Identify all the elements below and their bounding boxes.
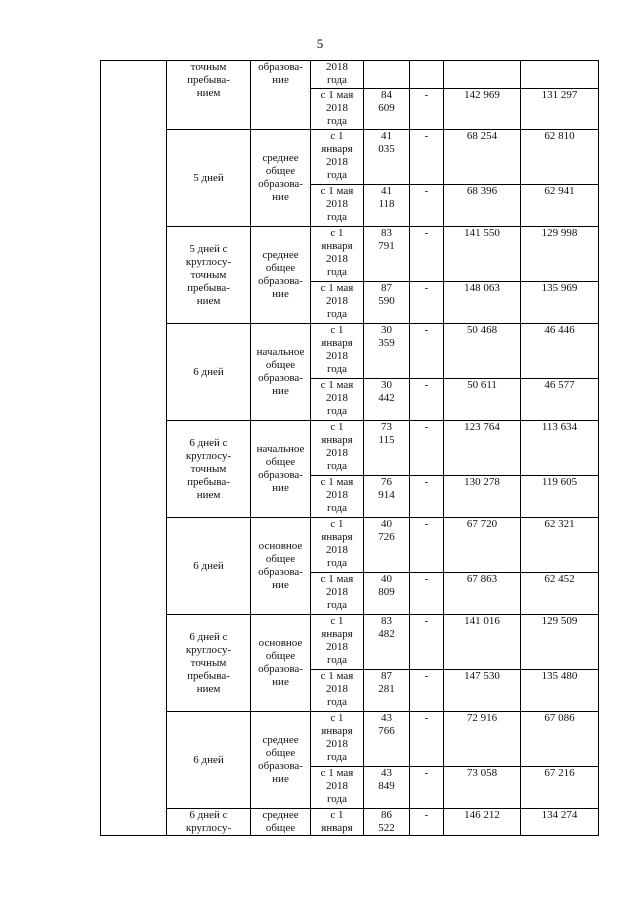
education-cell [251, 61, 311, 130]
count-cell [364, 615, 410, 670]
blank-left-column [101, 61, 167, 836]
count-text: 41 118 [378, 185, 395, 210]
date-cell [311, 324, 364, 379]
count-text: 73 115 [378, 421, 395, 446]
date-text: с 1 января 2018 года [321, 518, 353, 569]
date-cell [311, 476, 364, 518]
value-2-text: 62 810 [544, 130, 575, 142]
value-2-text: 67 216 [544, 767, 575, 779]
days-cell [167, 421, 251, 518]
date-text: с 1 мая 2018 года [320, 573, 354, 611]
dash-cell [410, 282, 444, 324]
dash-cell [410, 379, 444, 421]
value-2-text: 113 634 [541, 421, 578, 433]
table-row [101, 615, 599, 670]
value-1-text: 68 254 [466, 130, 498, 142]
value-1-text: 146 212 [464, 809, 500, 821]
dash-cell [410, 573, 444, 615]
value-2-text: 46 577 [544, 379, 575, 391]
value-2-cell [521, 712, 599, 767]
education-text: среднее общее образова- ние [258, 734, 303, 785]
education-cell [251, 324, 311, 421]
table-row [101, 324, 599, 379]
education-cell [251, 227, 311, 324]
value-1-cell [444, 573, 521, 615]
value-2-cell [521, 670, 599, 712]
dash-cell [410, 227, 444, 282]
value-2-cell [521, 185, 599, 227]
dash-cell [410, 324, 444, 379]
date-cell [311, 615, 364, 670]
value-2-text: 119 605 [541, 476, 578, 488]
value-1-cell [444, 379, 521, 421]
dash-text: - [424, 670, 429, 682]
dash-cell [410, 767, 444, 809]
value-1-text: 141 016 [464, 615, 500, 627]
dash-text: - [424, 185, 429, 197]
dash-text: - [424, 89, 429, 101]
date-cell [311, 421, 364, 476]
education-cell [251, 421, 311, 518]
value-1-text: 67 863 [466, 573, 498, 585]
table-row [101, 712, 599, 767]
value-1-cell [444, 130, 521, 185]
date-text: с 1 мая 2018 года [320, 767, 354, 805]
days-text: 5 дней с круглосу- точным пребыва- нием [185, 242, 232, 307]
dash-text: - [424, 767, 429, 779]
dash-text: - [424, 712, 429, 724]
value-2-text: 62 941 [544, 185, 575, 197]
value-2-text: 131 297 [541, 89, 578, 101]
count-text: 40 809 [378, 573, 395, 598]
value-2-text: 67 086 [544, 712, 575, 724]
value-2-cell [521, 61, 599, 89]
dash-text: - [424, 324, 429, 336]
table-row [101, 809, 599, 836]
date-text: с 1 мая 2018 года [320, 476, 354, 514]
dash-cell [410, 670, 444, 712]
days-text: 6 дней с круглосу- точным пребыва- нием [185, 436, 232, 501]
days-cell [167, 518, 251, 615]
value-2-cell [521, 518, 599, 573]
date-cell [311, 518, 364, 573]
dash-cell [410, 185, 444, 227]
education-cell [251, 518, 311, 615]
date-text: 2018 года [326, 61, 348, 86]
count-text: 83 791 [378, 227, 395, 252]
value-1-cell [444, 324, 521, 379]
days-text: 6 дней [193, 559, 224, 572]
value-2-cell [521, 767, 599, 809]
count-cell [364, 185, 410, 227]
value-1-cell [444, 227, 521, 282]
count-cell [364, 282, 410, 324]
days-text: 6 дней с круглосу- точным пребыва- нием [185, 630, 232, 695]
value-2-text: 129 509 [541, 615, 578, 627]
value-2-text: 129 998 [541, 227, 578, 239]
value-1-text: 123 764 [464, 421, 500, 433]
date-cell [311, 809, 364, 836]
days-text: 6 дней с круглосу- [185, 809, 232, 834]
count-text: 40 726 [378, 518, 395, 543]
dash-cell [410, 421, 444, 476]
count-text: 43 849 [378, 767, 395, 792]
value-1-cell [444, 61, 521, 89]
dash-text: - [424, 809, 429, 821]
value-2-cell [521, 573, 599, 615]
date-text: с 1 мая 2018 года [320, 185, 354, 223]
value-2-text: 62 321 [544, 518, 575, 530]
count-text: 43 766 [378, 712, 395, 737]
days-cell [167, 227, 251, 324]
date-text: с 1 мая 2018 года [320, 89, 354, 127]
days-cell [167, 712, 251, 809]
value-1-cell [444, 615, 521, 670]
value-1-text: 67 720 [466, 518, 498, 530]
value-1-cell [444, 476, 521, 518]
count-cell [364, 61, 410, 89]
count-text: 41 035 [378, 130, 395, 155]
days-text: 5 дней [193, 171, 224, 184]
education-text: основное общее образова- ние [258, 540, 303, 591]
count-cell [364, 767, 410, 809]
value-2-cell [521, 89, 599, 130]
days-cell [167, 809, 251, 836]
table-row [101, 421, 599, 476]
dash-cell [410, 615, 444, 670]
education-text: основное общее образова- ние [258, 637, 303, 688]
table-row [101, 227, 599, 282]
education-text: среднее общее [262, 809, 299, 834]
days-cell [167, 324, 251, 421]
date-cell [311, 573, 364, 615]
value-2-text: 135 969 [541, 282, 578, 294]
date-cell [311, 767, 364, 809]
date-cell [311, 379, 364, 421]
dash-cell [410, 476, 444, 518]
value-1-cell [444, 809, 521, 836]
date-text: с 1 мая 2018 года [320, 282, 354, 320]
count-text: 86 522 [378, 809, 395, 834]
date-text: с 1 января 2018 года [321, 130, 353, 181]
dash-cell [410, 61, 444, 89]
value-1-text: 141 550 [464, 227, 500, 239]
page-number: 5 [316, 36, 324, 51]
table-row [101, 61, 599, 89]
count-cell [364, 573, 410, 615]
education-cell [251, 712, 311, 809]
dash-text: - [424, 476, 429, 488]
value-1-text: 50 468 [466, 324, 498, 336]
value-1-text: 68 396 [466, 185, 498, 197]
dash-cell [410, 130, 444, 185]
days-text: точным пребыва- нием [187, 61, 230, 99]
value-2-cell [521, 476, 599, 518]
count-cell [364, 712, 410, 767]
dash-text: - [424, 227, 429, 239]
dash-text: - [424, 615, 429, 627]
days-cell [167, 61, 251, 130]
value-1-cell [444, 421, 521, 476]
count-cell [364, 379, 410, 421]
date-text: с 1 января 2018 года [321, 324, 353, 375]
dash-text: - [424, 421, 429, 433]
value-1-cell [444, 712, 521, 767]
table-body [101, 61, 599, 836]
value-1-text: 73 058 [466, 767, 498, 779]
education-cell [251, 615, 311, 712]
dash-cell [410, 712, 444, 767]
value-2-cell [521, 615, 599, 670]
value-1-text: 50 611 [467, 379, 497, 391]
count-text: 87 590 [378, 282, 395, 307]
dash-text: - [424, 379, 429, 391]
value-1-cell [444, 282, 521, 324]
value-1-cell [444, 518, 521, 573]
value-2-text: 46 446 [544, 324, 575, 336]
date-text: с 1 мая 2018 года [320, 670, 354, 708]
value-2-text: 62 452 [544, 573, 575, 585]
count-cell [364, 670, 410, 712]
dash-cell [410, 809, 444, 836]
count-text: 87 281 [378, 670, 395, 695]
date-cell [311, 282, 364, 324]
date-text: с 1 января [321, 809, 353, 834]
count-text: 84 609 [378, 89, 395, 114]
education-text: начальное общее образова- ние [256, 346, 305, 397]
education-cell [251, 130, 311, 227]
value-1-text: 147 530 [464, 670, 500, 682]
table-row [101, 518, 599, 573]
dash-text: - [424, 518, 429, 530]
days-text: 6 дней [193, 365, 224, 378]
value-1-text: 130 278 [464, 476, 500, 488]
count-text: 76 914 [378, 476, 395, 501]
value-2-cell [521, 227, 599, 282]
date-text: с 1 января 2018 года [321, 712, 353, 763]
value-1-cell [444, 767, 521, 809]
count-cell [364, 421, 410, 476]
dash-text: - [424, 573, 429, 585]
education-text: среднее общее образова- ние [258, 249, 303, 300]
value-1-text: 72 916 [466, 712, 498, 724]
value-2-text: 135 480 [541, 670, 578, 682]
count-text: 30 359 [378, 324, 395, 349]
days-cell [167, 615, 251, 712]
date-text: с 1 января 2018 года [321, 615, 353, 666]
value-2-cell [521, 130, 599, 185]
value-2-cell [521, 809, 599, 836]
value-1-text: 148 063 [464, 282, 500, 294]
date-cell [311, 227, 364, 282]
count-cell [364, 89, 410, 130]
value-2-text: 134 274 [541, 809, 578, 821]
count-text: 83 482 [378, 615, 395, 640]
tariff-table [100, 60, 599, 836]
count-cell [364, 324, 410, 379]
value-1-cell [444, 185, 521, 227]
education-text: начальное общее образова- ние [256, 443, 305, 494]
value-2-cell [521, 379, 599, 421]
value-2-cell [521, 324, 599, 379]
count-cell [364, 227, 410, 282]
table-row [101, 130, 599, 185]
date-cell [311, 185, 364, 227]
dash-text: - [424, 282, 429, 294]
value-2-cell [521, 421, 599, 476]
value-1-cell [444, 670, 521, 712]
education-text: среднее общее образова- ние [258, 152, 303, 203]
days-text: 6 дней [193, 753, 224, 766]
value-1-text: 142 969 [464, 89, 500, 101]
date-cell [311, 89, 364, 130]
count-cell [364, 476, 410, 518]
value-1-cell [444, 89, 521, 130]
date-cell [311, 130, 364, 185]
date-text: с 1 мая 2018 года [320, 379, 354, 417]
value-2-cell [521, 282, 599, 324]
dash-text: - [424, 130, 429, 142]
date-cell [311, 712, 364, 767]
date-text: с 1 января 2018 года [321, 421, 353, 472]
count-text: 30 442 [378, 379, 395, 404]
count-cell [364, 130, 410, 185]
dash-cell [410, 89, 444, 130]
date-cell [311, 670, 364, 712]
date-cell [311, 61, 364, 89]
count-cell [364, 518, 410, 573]
education-cell [251, 809, 311, 836]
days-cell [167, 130, 251, 227]
education-text: образова- ние [258, 61, 303, 86]
dash-cell [410, 518, 444, 573]
date-text: с 1 января 2018 года [321, 227, 353, 278]
count-cell [364, 809, 410, 836]
